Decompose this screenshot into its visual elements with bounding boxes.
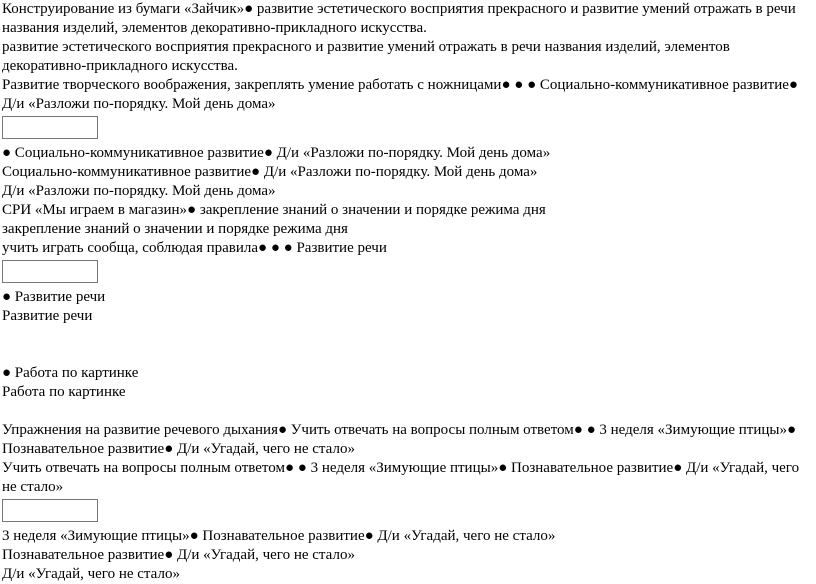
text-line-13: Работа по картинке [2,384,126,400]
empty-input-box-1[interactable] [2,116,98,139]
empty-input-box-2[interactable] [2,260,98,283]
spacer [2,345,810,364]
text-line-3: Развитие творческого воображения, закреплять умение работать с ножницами● ● ● Социально-коммуникативное развитие● Д/и «Разложи по-порядку. Мой день дома» [2,77,798,112]
spacer [2,402,810,421]
text-line-6: Д/и «Разложи по-порядку. Мой день дома» [2,183,276,199]
text-line-18: Д/и «Угадай, чего не стало» [2,566,180,582]
text-line-2: развитие эстетического восприятия прекрасного и развитие умений отражать в речи названия изделий, элементов декоративно-прикладного искусства. [2,39,730,74]
text-line-11: Развитие речи [2,308,93,324]
spacer [2,326,810,345]
text-line-1: Конструирование из бумаги «Зайчик»● развитие эстетического восприятия прекрасного и развитие умений отражать в речи названия изделий, элементов декоративно-прикладного искусства. [2,1,796,36]
text-line-15: Учить отвечать на вопросы полным ответом● ● 3 неделя «Зимующие птицы»● Познавательное развитие● Д/и «Угадай, чего не стало» [2,460,800,495]
text-line-10: ● Развитие речи [2,289,106,305]
text-line-8: закрепление знаний о значении и порядке режима дня [2,221,348,237]
text-line-4: ● Социально-коммуникативное развитие● Д/и «Разложи по-порядку. Мой день дома» [2,145,551,161]
text-line-12: ● Работа по картинке [2,365,139,381]
text-line-9: учить играть сообща, соблюдая правила● ● ● Развитие речи [2,240,387,256]
text-line-16: 3 неделя «Зимующие птицы»● Познавательное развитие● Д/и «Угадай, чего не стало» [2,528,556,544]
empty-input-box-3[interactable] [2,499,98,522]
text-line-5: Социально-коммуникативное развитие● Д/и «Разложи по-порядку. Мой день дома» [2,164,538,180]
text-line-14: Упражнения на развитие речевого дыхания● Учить отвечать на вопросы полным ответом● ● 3 неделя «Зимующие птицы»● Познавательное развитие● Д/и «Угадай, чего не стало» [2,422,797,457]
text-line-7: СРИ «Мы играем в магазин»● закрепление знаний о значении и порядке режима дня [2,202,546,218]
text-line-17: Познавательное развитие● Д/и «Угадай, чего не стало» [2,547,355,563]
